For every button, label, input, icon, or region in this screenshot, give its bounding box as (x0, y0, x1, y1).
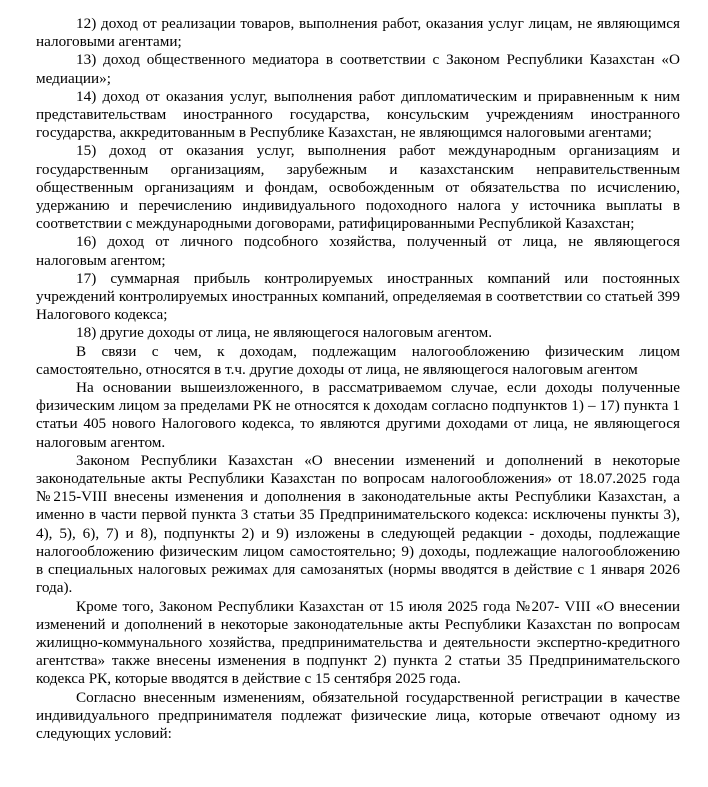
document-page (36, 15, 680, 743)
paragraph-item-13: 13) доход общественного медиатора в соответствии с Законом Республики Казахстан «О медиации»; (36, 51, 680, 87)
paragraph-item-18: 18) другие доходы от лица, не являющегося налоговым агентом. (76, 324, 492, 342)
paragraph-item-14: 14) доход от оказания услуг, выполнения работ дипломатическим и приравненным к ним представительствам иностранного государства, консульским учреждениям иностранного государства, аккредитованным в Республике Казахстан, не являющимся налоговыми агентами; (36, 87, 680, 142)
paragraph-item-17: 17) суммарная прибыль контролируемых иностранных компаний или постоянных учреждений контролируемых иностранных компаний, определяемая в соответствии со статьей 399 Налогового кодекса; (36, 269, 680, 324)
paragraph-item-16: 16) доход от личного подсобного хозяйства, полученный от лица, не являющегося налоговым агентом; (36, 233, 680, 269)
paragraph-item-15: 15) доход от оказания услуг, выполнения работ международным организациям и государственным организациям, зарубежным и казахстанским неправительственным общественным организациям и фондам, освобожденным от обязательства по исчислению, удержанию и перечислению индивидуального подоходного налога у источника выплаты в соответствии с международными договорами, ратифицированными Республикой Казахстан; (36, 142, 680, 233)
paragraph-law-215: Законом Республики Казахстан «О внесении изменений и дополнений в некоторые законодательные акты Республики Казахстан по вопросам налогообложения» от 18.07.2025 года №215-VIII внесены изменения и дополнения в законодательные акты Республики Казахстан, а именно в части первой пункта 3 статьи 35 Предпринимательского кодекса: исключены пункты 3), 4), 5), 6), 7) и 8), подпункты 2) и 9) изложены в следующей редакции - доходы, подлежащие налогообложению физическим лицом самостоятельно; 9) доходы, подлежащие налогообложению в специальных налоговых режимах для самозанятых (нормы вводятся в действие с 1 января 2026 года). (36, 451, 680, 597)
paragraph-conclusion: В связи с чем, к доходам, подлежащим налогообложению физическим лицом самостоятельно, относятся в т.ч. другие доходы от лица, не являющегося налоговым агентом (36, 342, 680, 378)
paragraph-analysis: На основании вышеизложенного, в рассматриваемом случае, если доходы полученные физическим лицом за пределами РК не относятся к доходам согласно подпунктов 1) – 17) пункта 1 статьи 405 нового Налогового кодекса, то являются другими доходами от лица, не являющегося налоговым агентом. (36, 379, 680, 451)
paragraph-item-12: 12) доход от реализации товаров, выполнения работ, оказания услуг лицам, не являющимся налоговыми агентами; (36, 15, 680, 51)
paragraph-law-207: Кроме того, Законом Республики Казахстан от 15 июля 2025 года №207- VIII «О внесении изменений и дополнений в некоторые законодательные акты Республики Казахстан по вопросам жилищно-коммунального хозяйства, предпринимательства и деятельности экспертно-кредитного агентства» также внесены изменения в подпункт 2) пункта 2 статьи 35 Предпринимательского кодекса РК, которые вводятся в действие с 15 сентября 2025 года. (36, 597, 680, 688)
paragraph-registration: Согласно внесенным изменениям, обязательной государственной регистрации в качестве индивидуального предпринимателя подлежат физические лица, которые отвечают одному из следующих условий: (36, 688, 680, 742)
